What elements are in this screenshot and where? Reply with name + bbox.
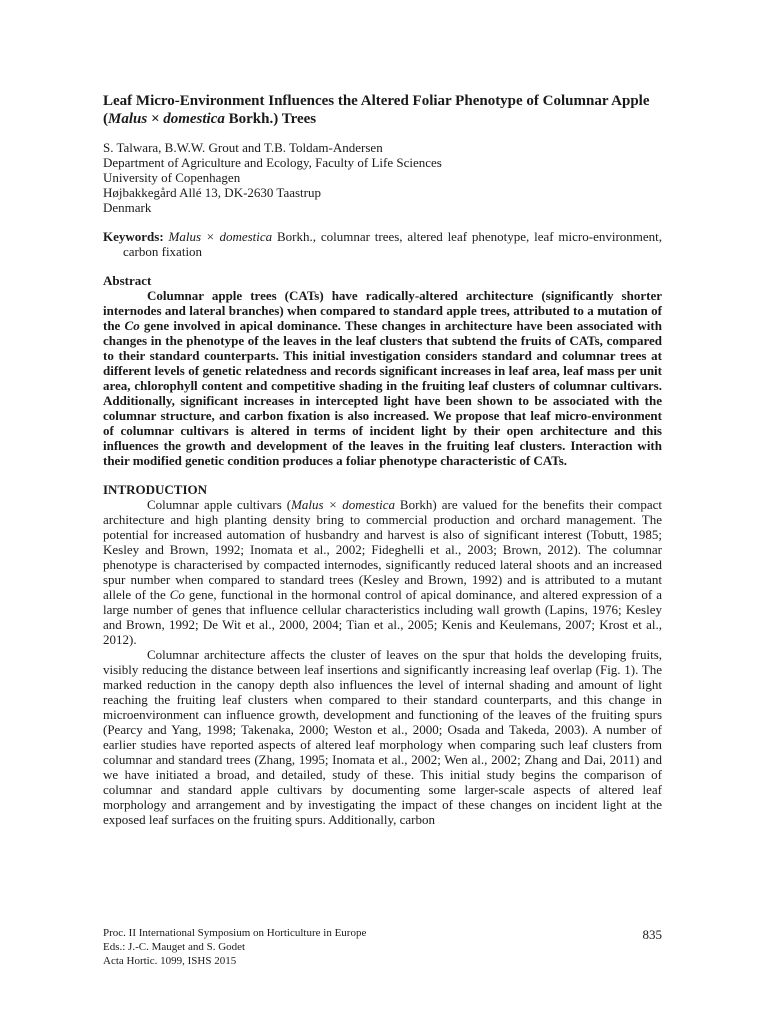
page-footer xyxy=(103,926,662,968)
keywords-species-italic: Malus × domestica xyxy=(168,229,273,244)
paper-title: Leaf Micro-Environment Influences the Altered Foliar Phenotype of Columnar Apple (Malus × domestica Borkh.) Trees xyxy=(103,93,650,127)
paper-page xyxy=(103,92,662,827)
affiliation-line: Department of Agriculture and Ecology, Faculty of Life Sciences xyxy=(103,155,442,170)
introduction-heading: INTRODUCTION xyxy=(103,482,208,497)
affiliation-line: Højbakkegård Allé 13, DK-2630 Taastrup xyxy=(103,185,321,200)
affiliation-line: Denmark xyxy=(103,200,152,215)
keywords xyxy=(103,229,662,259)
affiliation-line: University of Copenhagen xyxy=(103,170,241,185)
footer-line: Acta Hortic. 1099, ISHS 2015 xyxy=(103,955,237,967)
author-names: S. Talwara, B.W.W. Grout and T.B. Toldam-Andersen xyxy=(103,140,383,155)
intro-paragraph-1: Columnar apple cultivars (Malus × domestica Borkh) are valued for the benefits their compact architecture and high planting density bring to commercial production and orchard management. The potential for increased automation of husbandry and harvest is also of significant interest (Tobutt, 1985; Kesley and Brown, 1992; Inomata et al., 2002; Fideghelli et al., 2003; Brown, 2012). The columnar phenotype is characterised by compacted internodes, significantly reduced lateral shoots and an increased spur number when compared to standard trees (Kesley and Brown, 1992) and is attributed to a mutant allele of the Co gene, functional in the hormonal control of apical dominance, and altered expression of a large number of genes that influence cellular characteristics including wall growth (Lapins, 1976; Kesley and Brown, 1992; De Wit et al., 2000, 2004; Tian et al., 2005; Kenis and Keulemans, 2007; Krost et al., 2012). xyxy=(103,497,662,647)
footer-line: Proc. II International Symposium on Horticulture in Europe xyxy=(103,927,367,939)
title-species-italic: Malus × domestica xyxy=(108,111,225,127)
intro-paragraph-2: Columnar architecture affects the cluster of leaves on the spur that holds the developing fruits, visibly reducing the distance between leaf insertions and significantly increasing leaf overlap (Fig. 1). The marked reduction in the canopy depth also influences the level of internal shading and amount of light reaching the fruiting leaf clusters when compared to their standard counterparts, and this change in microenvironment can influence growth, development and functioning of the leaves of the fruiting spurs (Pearcy and Yang, 1998; Takenaka, 2000; Weston et al., 2000; Osada and Takeda, 2003). A number of earlier studies have reported aspects of altered leaf morphology when comparing such leaf clusters from columnar and standard trees (Zhang, 1995; Inomata et al., 2002; Wen al., 2002; Zhang and Dai, 2011) and we have initiated a broad, and detailed, study of these. This initial study begins the comparison of columnar and standard apple cultivars by documenting some larger-scale aspects of altered leaf morphology and arrangement and by investigating the impact of these changes on incident light at the exposed leaf surfaces on the fruiting spurs. Additionally, carbon xyxy=(103,647,662,827)
page-number: 835 xyxy=(642,927,662,942)
abstract-text: Columnar apple trees (CATs) have radically-altered architecture (significantly shorter internodes and lateral branches) when compared to standard apple trees, attributed to a mutation of the Co gene involved in apical dominance. These changes in architecture have been associated with changes in the phenotype of the leaves in the leaf clusters that subtend the fruits of CATs, compared to their standard counterparts. This initial investigation considers standard and columnar trees at different levels of genetic relatedness and records significant increases in leaf area, leaf mass per unit area, chlorophyll content and competitive shading in the fruiting leaf clusters of columnar cultivars. Additionally, significant increases in intercepted light have been shown to be associated with the columnar structure, and carbon fixation is also increased. We propose that leaf micro-environment of columnar cultivars is altered in terms of incident light by their open architecture and this influences the growth and development of the leaves in the fruiting leaf clusters. Interaction with their modified genetic condition produces a foliar phenotype characteristic of CATs. xyxy=(103,288,662,468)
abstract-heading: Abstract xyxy=(103,273,152,288)
keywords-text: Borkh., columnar trees, altered leaf phenotype, leaf micro-environment, carbon fixation xyxy=(123,229,663,259)
footer-line: Eds.: J.-C. Mauget and S. Godet xyxy=(103,941,246,953)
author-block xyxy=(103,140,662,215)
keywords-label: Keywords: xyxy=(103,229,164,244)
